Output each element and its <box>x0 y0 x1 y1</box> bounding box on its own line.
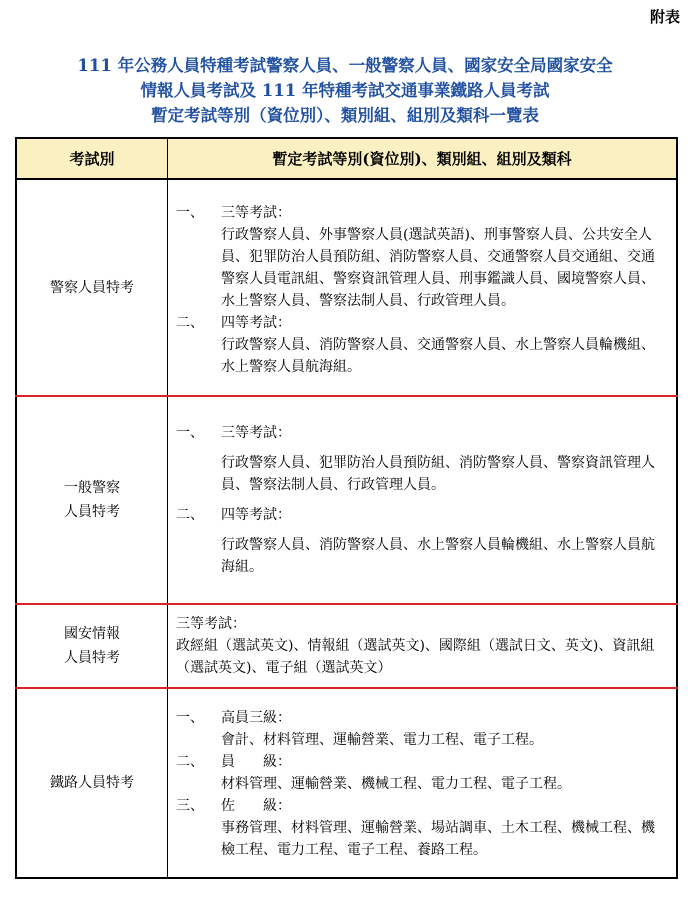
railway-content <box>168 688 678 878</box>
exam-name-line: 一般警察 <box>64 480 120 496</box>
section-text: 政經組（選試英文)、情報組（選試英文)、國際組（選試日文、英文)、資訊組（選試英文)、電子組（選試英文） <box>176 638 655 676</box>
railway-section-1 <box>168 707 666 751</box>
section-text: 會計、材料管理、運輸營業、電力工程、電子工程。 <box>221 732 543 748</box>
section-title: 高員三級： <box>221 710 291 726</box>
section-title: 三等考試： <box>221 204 291 221</box>
exam-name-line: 人員特考 <box>64 650 120 666</box>
exam-name-line: 國安情報 <box>64 626 120 642</box>
table-header-row <box>16 138 677 179</box>
section-number: 三、 <box>176 798 204 814</box>
section-text: 行政警察人員、消防警察人員、水上警察人員輪機組、水上警察人員航海組。 <box>221 537 655 575</box>
title-line-3: 暫定考試等別（資位別）、類別組、組別及類科一覽表 <box>151 106 539 125</box>
general-section-1 <box>168 422 662 496</box>
exam-name-national-security <box>16 604 168 688</box>
section-title: 佐 級： <box>221 798 291 814</box>
general-section-2 <box>168 504 662 578</box>
section-text: 事務管理、材料管理、運輸營業、場站調車、土木工程、機械工程、機檢工程、電力工程、電子工程、養路工程。 <box>221 820 655 858</box>
exam-category-table <box>15 137 678 879</box>
section-title: 四等考試： <box>221 314 291 331</box>
exam-name-general-police <box>16 396 168 604</box>
section-text: 行政警察人員、消防警察人員、交通警察人員、水上警察人員輪機組、水上警察人員航海組。 <box>221 336 655 375</box>
railway-section-3 <box>168 795 666 861</box>
police-section-2 <box>168 312 662 378</box>
section-title: 三等考試： <box>176 616 246 632</box>
table-row-general-police <box>16 396 677 604</box>
exam-name-line: 人員特考 <box>64 504 120 520</box>
title-line-1: 111 年公務人員特種考試警察人員、一般警察人員、國家安全局國家安全 <box>77 56 613 75</box>
police-content <box>168 179 678 396</box>
section-number: 一、 <box>176 204 204 221</box>
table-row-national-security <box>16 604 677 688</box>
table-row-railway <box>16 688 677 878</box>
exam-name-police: 警察人員特考 <box>16 179 168 396</box>
police-section-1 <box>168 202 662 312</box>
document-title <box>0 53 690 128</box>
annex-label: 附表 <box>649 8 680 26</box>
national-security-content <box>168 604 678 688</box>
section-number: 一、 <box>176 710 204 726</box>
header-exam-type: 考試別 <box>16 138 168 179</box>
exam-name-railway: 鐵路人員特考 <box>16 688 168 878</box>
section-title: 員 級： <box>221 754 291 770</box>
general-police-content <box>168 396 678 604</box>
section-text: 行政警察人員、犯罪防治人員預防組、消防警察人員、警察資訊管理人員、警察法制人員、行政管理人員。 <box>221 455 655 493</box>
table-row-police <box>16 179 677 396</box>
section-text: 行政警察人員、外事警察人員(選試英語)、刑事警察人員、公共安全人員、犯罪防治人員預防組、消防警察人員、交通警察人員交通組、交通警察人員電訊組、警察資訊管理人員、刑事鑑識人員、國境警察人員、水上警察人員、警察法制人員、行政管理人員。 <box>221 226 655 309</box>
title-line-2: 情報人員考試及 111 年特種考試交通事業鐵路人員考試 <box>140 81 550 100</box>
header-categories: 暫定考試等別(資位別)、類別組、組別及類科 <box>168 138 678 179</box>
section-text: 材料管理、運輸營業、機械工程、電力工程、電子工程。 <box>221 776 571 792</box>
section-number: 二、 <box>176 314 204 331</box>
section-title: 四等考試： <box>221 507 291 523</box>
section-number: 二、 <box>176 507 204 523</box>
railway-section-2 <box>168 751 666 795</box>
section-title: 三等考試： <box>221 425 291 441</box>
section-number: 二、 <box>176 754 204 770</box>
section-number: 一、 <box>176 425 204 441</box>
